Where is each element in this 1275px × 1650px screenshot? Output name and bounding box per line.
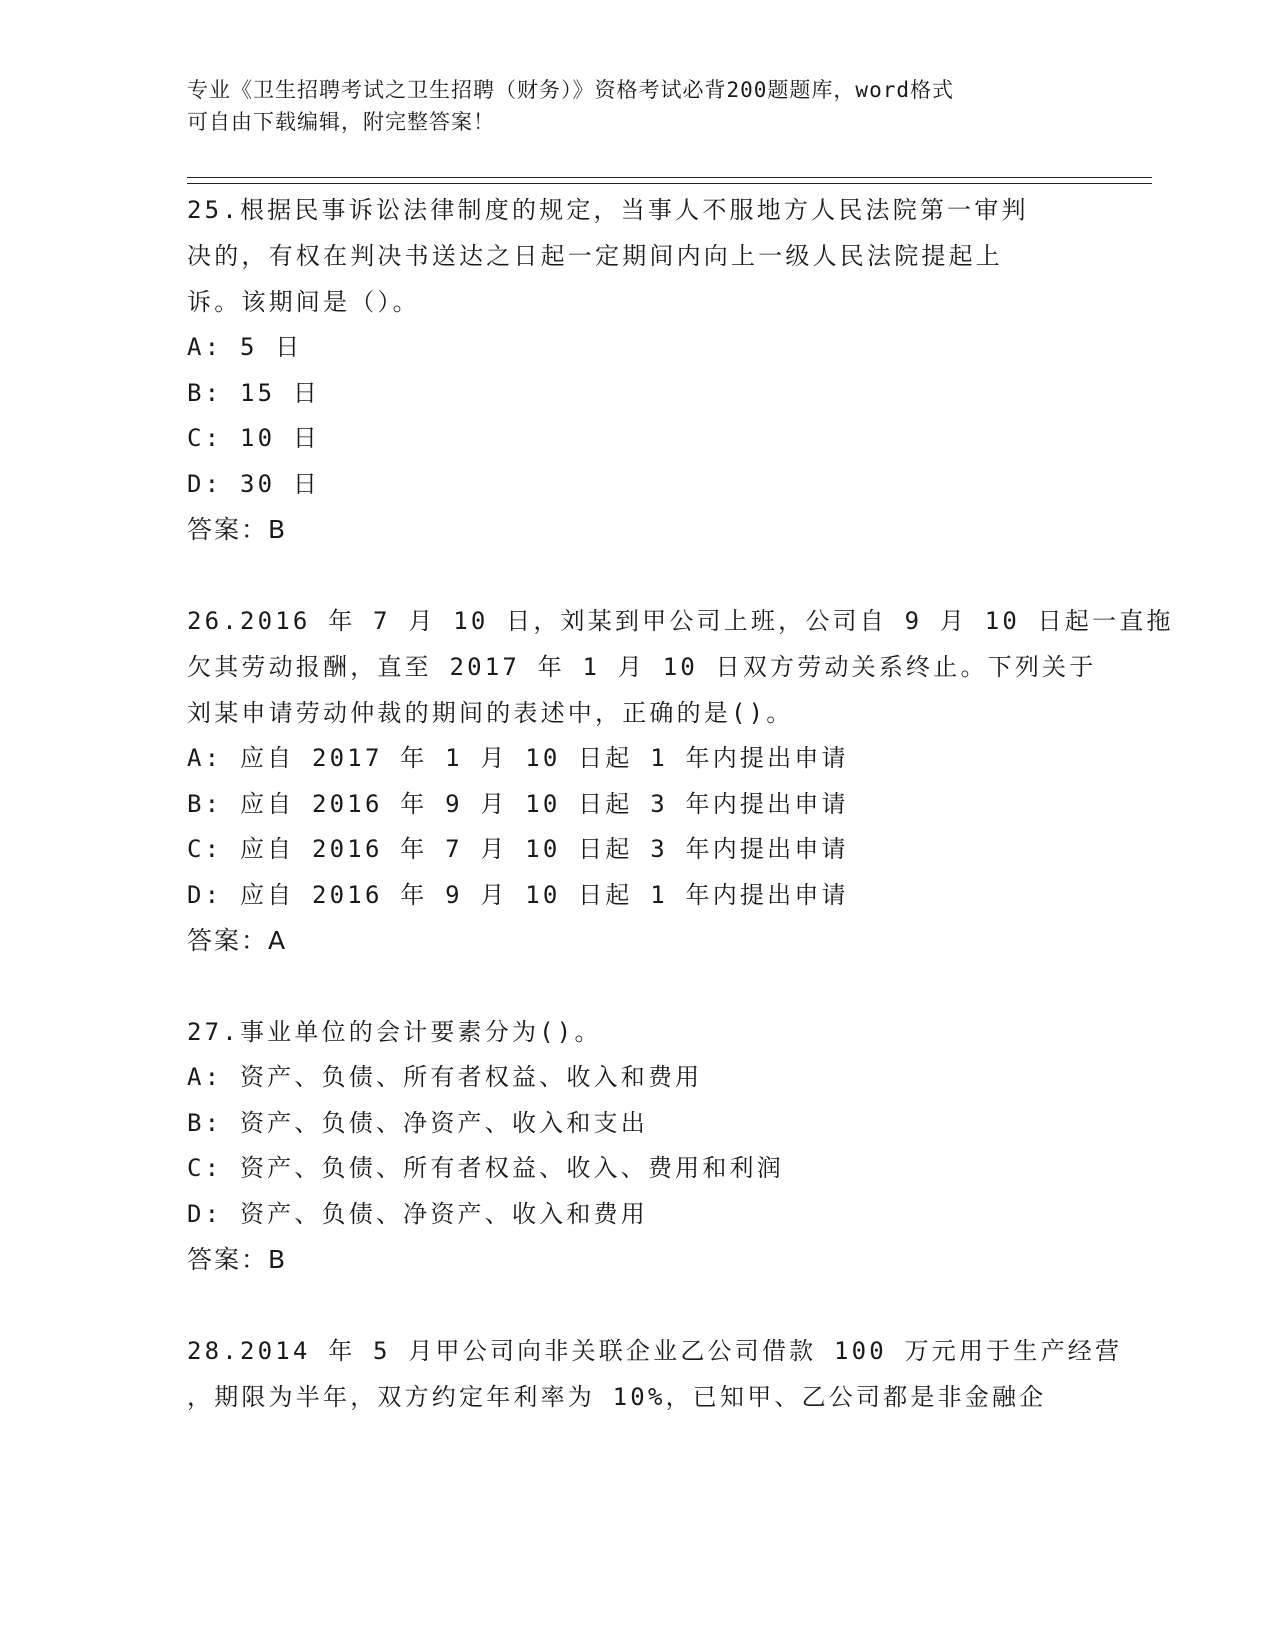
question-spacer [187,1283,1167,1328]
option-b: B: 应自 2016 年 9 月 10 日起 3 年内提出申请 [187,789,849,818]
question-text-line: 欠其劳动报酬，直至 2017 年 1 月 10 日双方劳动关系终止。下列关于 [187,653,1097,681]
question-text-line: ，期限为半年，双方约定年利率为 10%，已知甲、乙公司都是非金融企 [187,1383,1047,1411]
option-d: D: 30 日 [187,469,321,498]
question-spacer [187,553,1167,598]
answer-key: 答案：A [187,926,288,955]
answer-key: 答案：B [187,1245,288,1274]
header-line-1: 专业《卫生招聘考试之卫生招聘（财务）》资格考试必背200题题库，word格式 [187,78,954,102]
question-text-line: 25.根据民事诉讼法律制度的规定，当事人不服地方人民法院第一审判 [187,196,1029,224]
option-b: B: 15 日 [187,378,321,407]
question-27 [187,1009,1167,1283]
question-text-line: 28.2014 年 5 月甲公司向非关联企业乙公司借款 100 万元用于生产经营 [187,1337,1123,1365]
question-list [187,187,1174,1420]
option-c: C: 应自 2016 年 7 月 10 日起 3 年内提出申请 [187,835,849,863]
header-line-2: 可自由下载编辑，附完整答案！ [187,110,495,134]
option-d: D: 资产、负债、净资产、收入和费用 [187,1199,648,1228]
question-26 [187,598,1174,964]
question-text-line: 诉。该期间是（）。 [187,288,420,316]
question-28 [187,1328,1167,1420]
question-text-line: 刘某申请劳动仲裁的期间的表述中，正确的是()。 [187,699,794,727]
option-a: A: 5 日 [187,333,303,361]
option-a: A: 资产、负债、所有者权益、收入和费用 [187,1063,703,1091]
answer-key: 答案：B [187,515,288,544]
header-divider-top [187,177,1152,178]
option-a: A: 应自 2017 年 1 月 10 日起 1 年内提出申请 [187,744,849,772]
option-c: C: 资产、负债、所有者权益、收入、费用和利润 [187,1154,784,1182]
option-d: D: 应自 2016 年 9 月 10 日起 1 年内提出申请 [187,880,849,909]
option-c: C: 10 日 [187,424,321,452]
document-header [187,74,1087,138]
question-text-line: 决的，有权在判决书送达之日起一定期间内向上一级人民法院提起上 [187,242,1003,270]
header-divider-bottom [187,183,1152,184]
option-b: B: 资产、负债、净资产、收入和支出 [187,1108,648,1137]
question-25 [187,187,1167,553]
question-spacer [187,964,1167,1009]
question-text-line: 27.事业单位的会计要素分为()。 [187,1018,602,1046]
question-text-line: 26.2016 年 7 月 10 日，刘某到甲公司上班，公司自 9 月 10 日起一直拖 [187,607,1174,635]
